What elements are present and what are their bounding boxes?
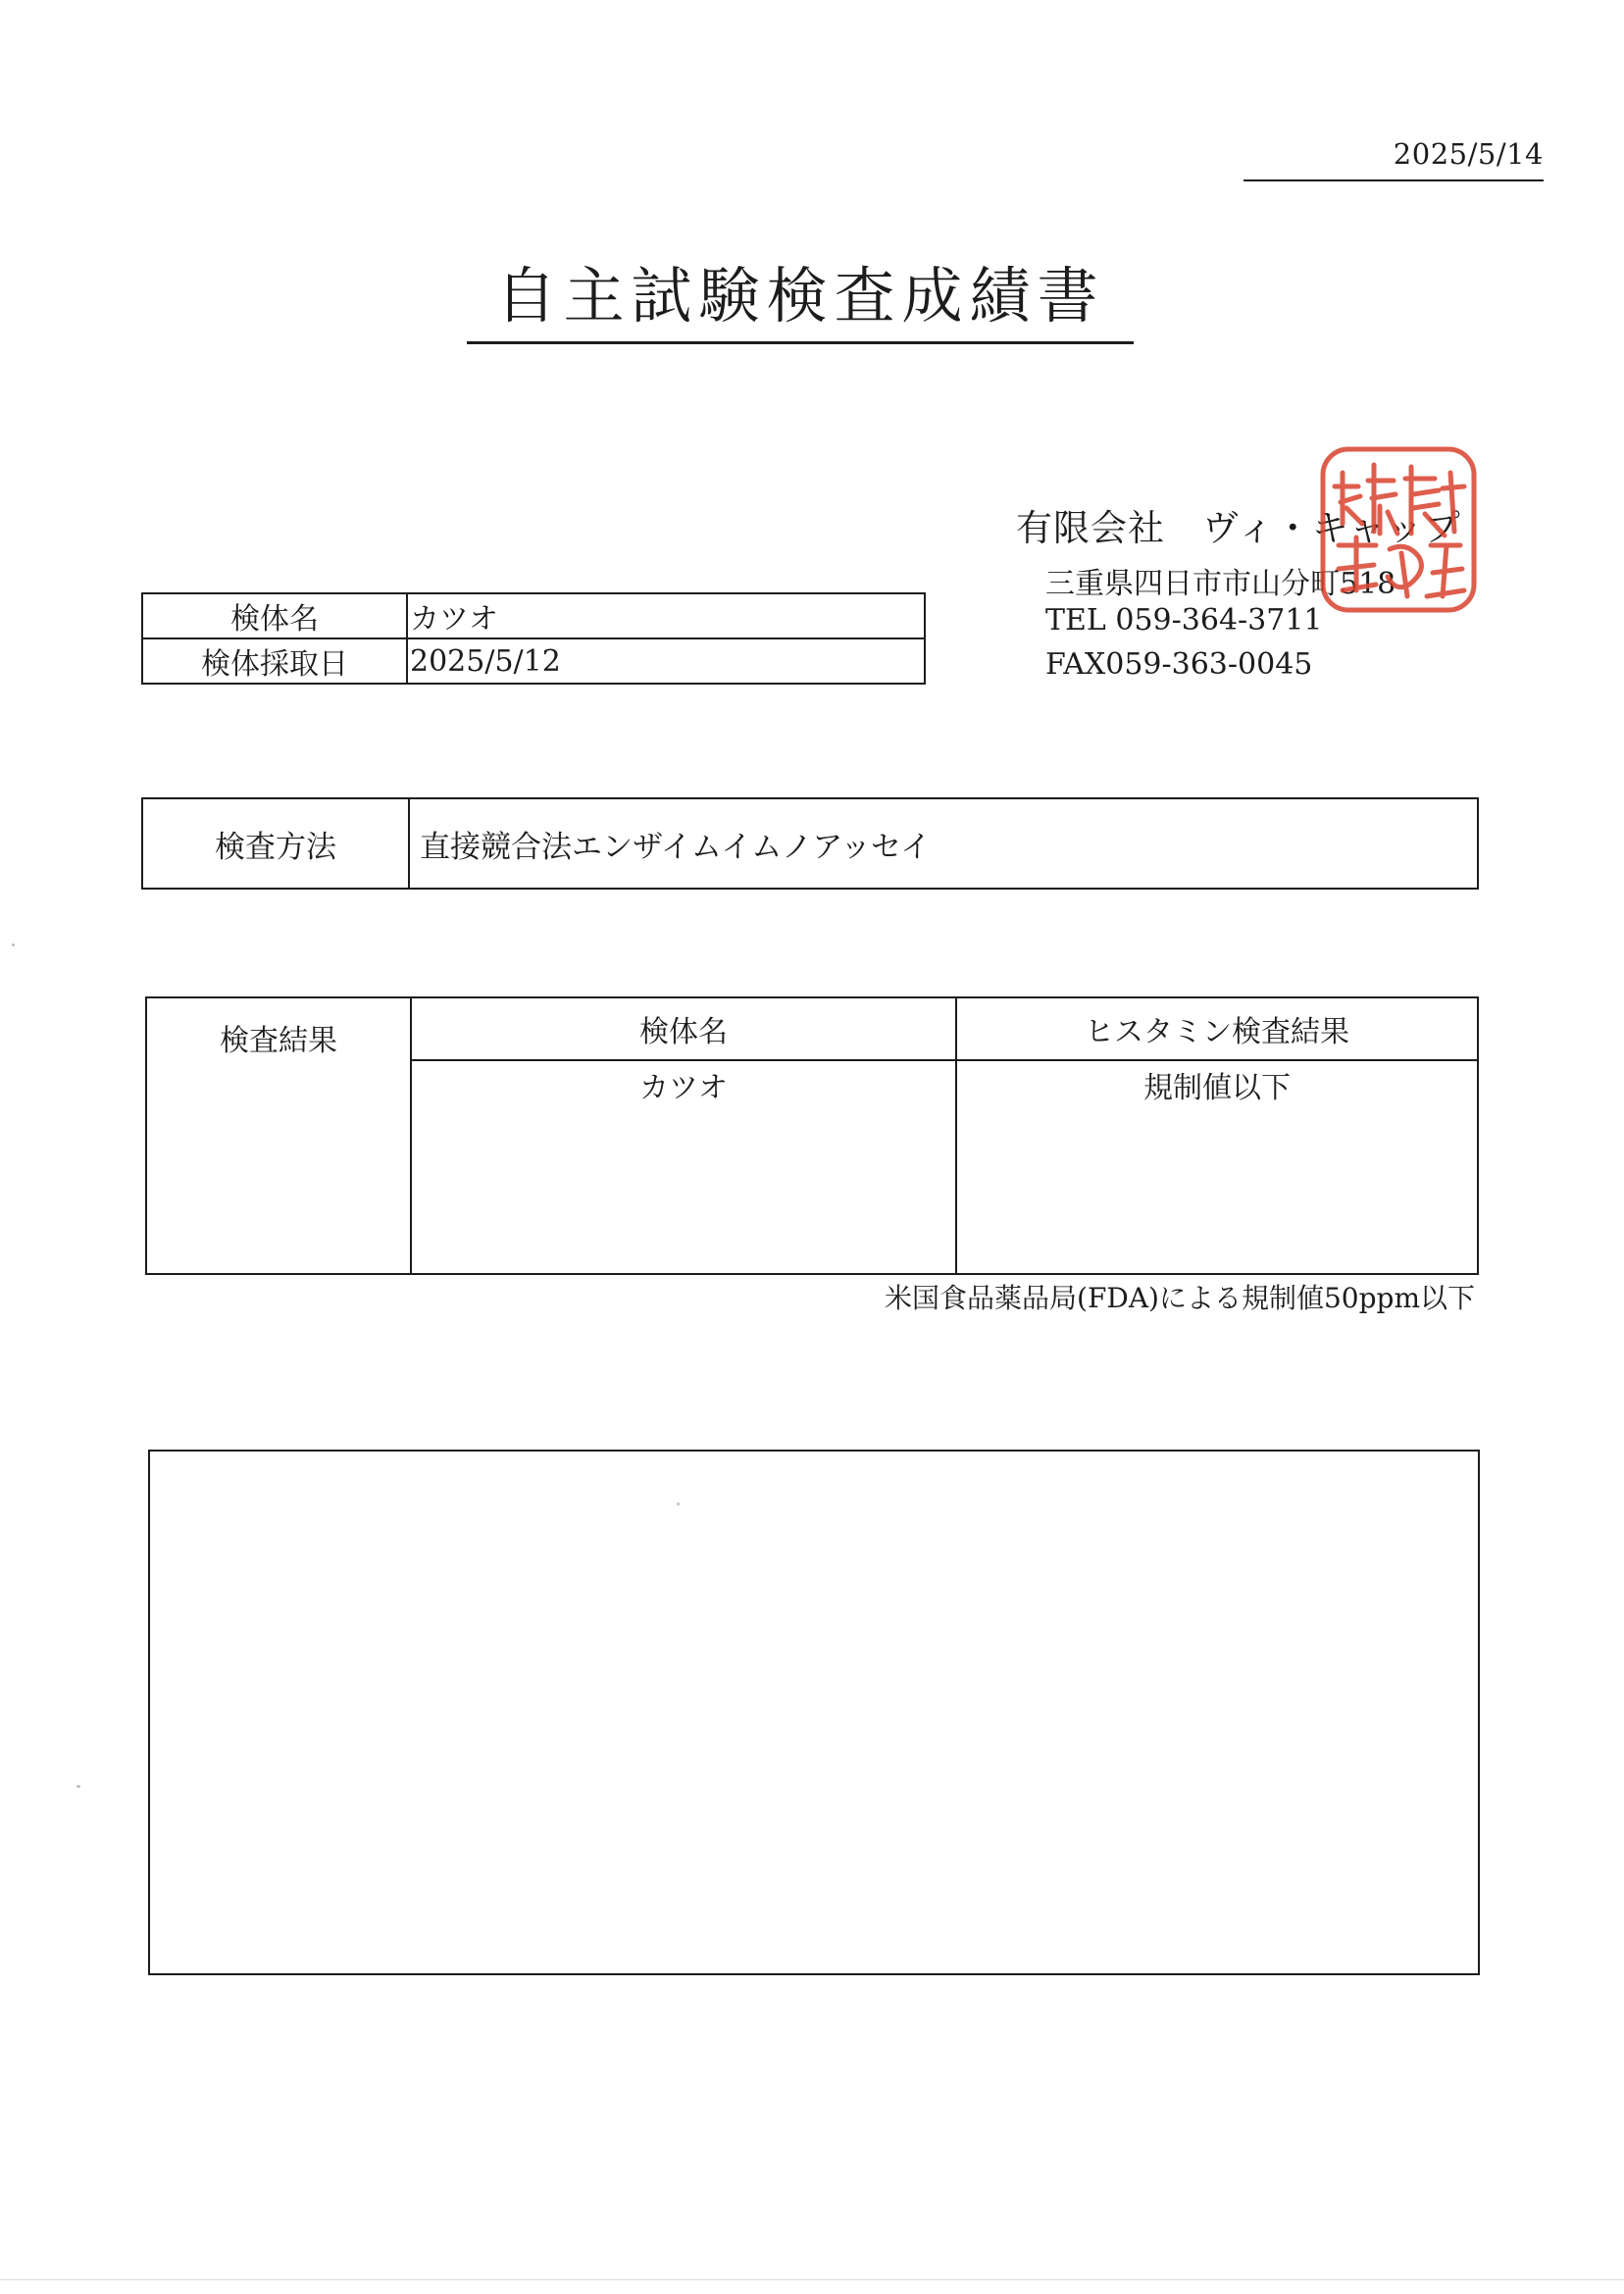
date-underline xyxy=(1243,179,1544,181)
company-tel: TEL 059-364-3711 xyxy=(1045,603,1323,637)
sample-date-label: 検体採取日 xyxy=(142,638,407,684)
scan-speck xyxy=(76,1785,80,1788)
title-underline xyxy=(467,341,1134,344)
result-sample-value: カツオ xyxy=(411,1060,956,1274)
method-value: 直接競合法エンザイムイムノアッセイ xyxy=(409,798,1478,889)
company-seal-icon xyxy=(1317,443,1480,616)
result-label: 検査結果 xyxy=(146,997,411,1274)
remarks-box xyxy=(148,1450,1480,1975)
sample-name-row xyxy=(142,593,925,638)
scan-edge-line xyxy=(0,2279,1624,2280)
sample-date-value: 2025/5/12 xyxy=(407,638,925,684)
result-header-row xyxy=(146,997,1478,1060)
fda-regulation-note: 米国食品薬品局(FDA)による規制値50ppm以下 xyxy=(885,1282,1475,1314)
method-row xyxy=(142,798,1478,889)
scan-speck xyxy=(12,943,15,946)
result-table xyxy=(145,996,1479,1275)
company-name: 有限会社 ヴィ・キャップ xyxy=(1016,507,1461,549)
method-label: 検査方法 xyxy=(142,798,409,889)
sample-date-row xyxy=(142,638,925,684)
sample-name-label: 検体名 xyxy=(142,593,407,638)
company-address: 三重県四日市市山分町518 xyxy=(1045,567,1396,601)
company-fax: FAX059-363-0045 xyxy=(1045,647,1313,682)
method-table xyxy=(141,797,1479,890)
result-header-histamine: ヒスタミン検査結果 xyxy=(956,997,1478,1060)
sample-name-value: カツオ xyxy=(407,593,925,638)
result-histamine-value: 規制値以下 xyxy=(956,1060,1478,1274)
document-title: 自主試験検査成績書 xyxy=(495,260,1105,331)
result-header-sample: 検体名 xyxy=(411,997,956,1060)
sample-info-table xyxy=(141,592,926,685)
document-date: 2025/5/14 xyxy=(1393,137,1544,171)
scan-speck xyxy=(677,1503,680,1505)
